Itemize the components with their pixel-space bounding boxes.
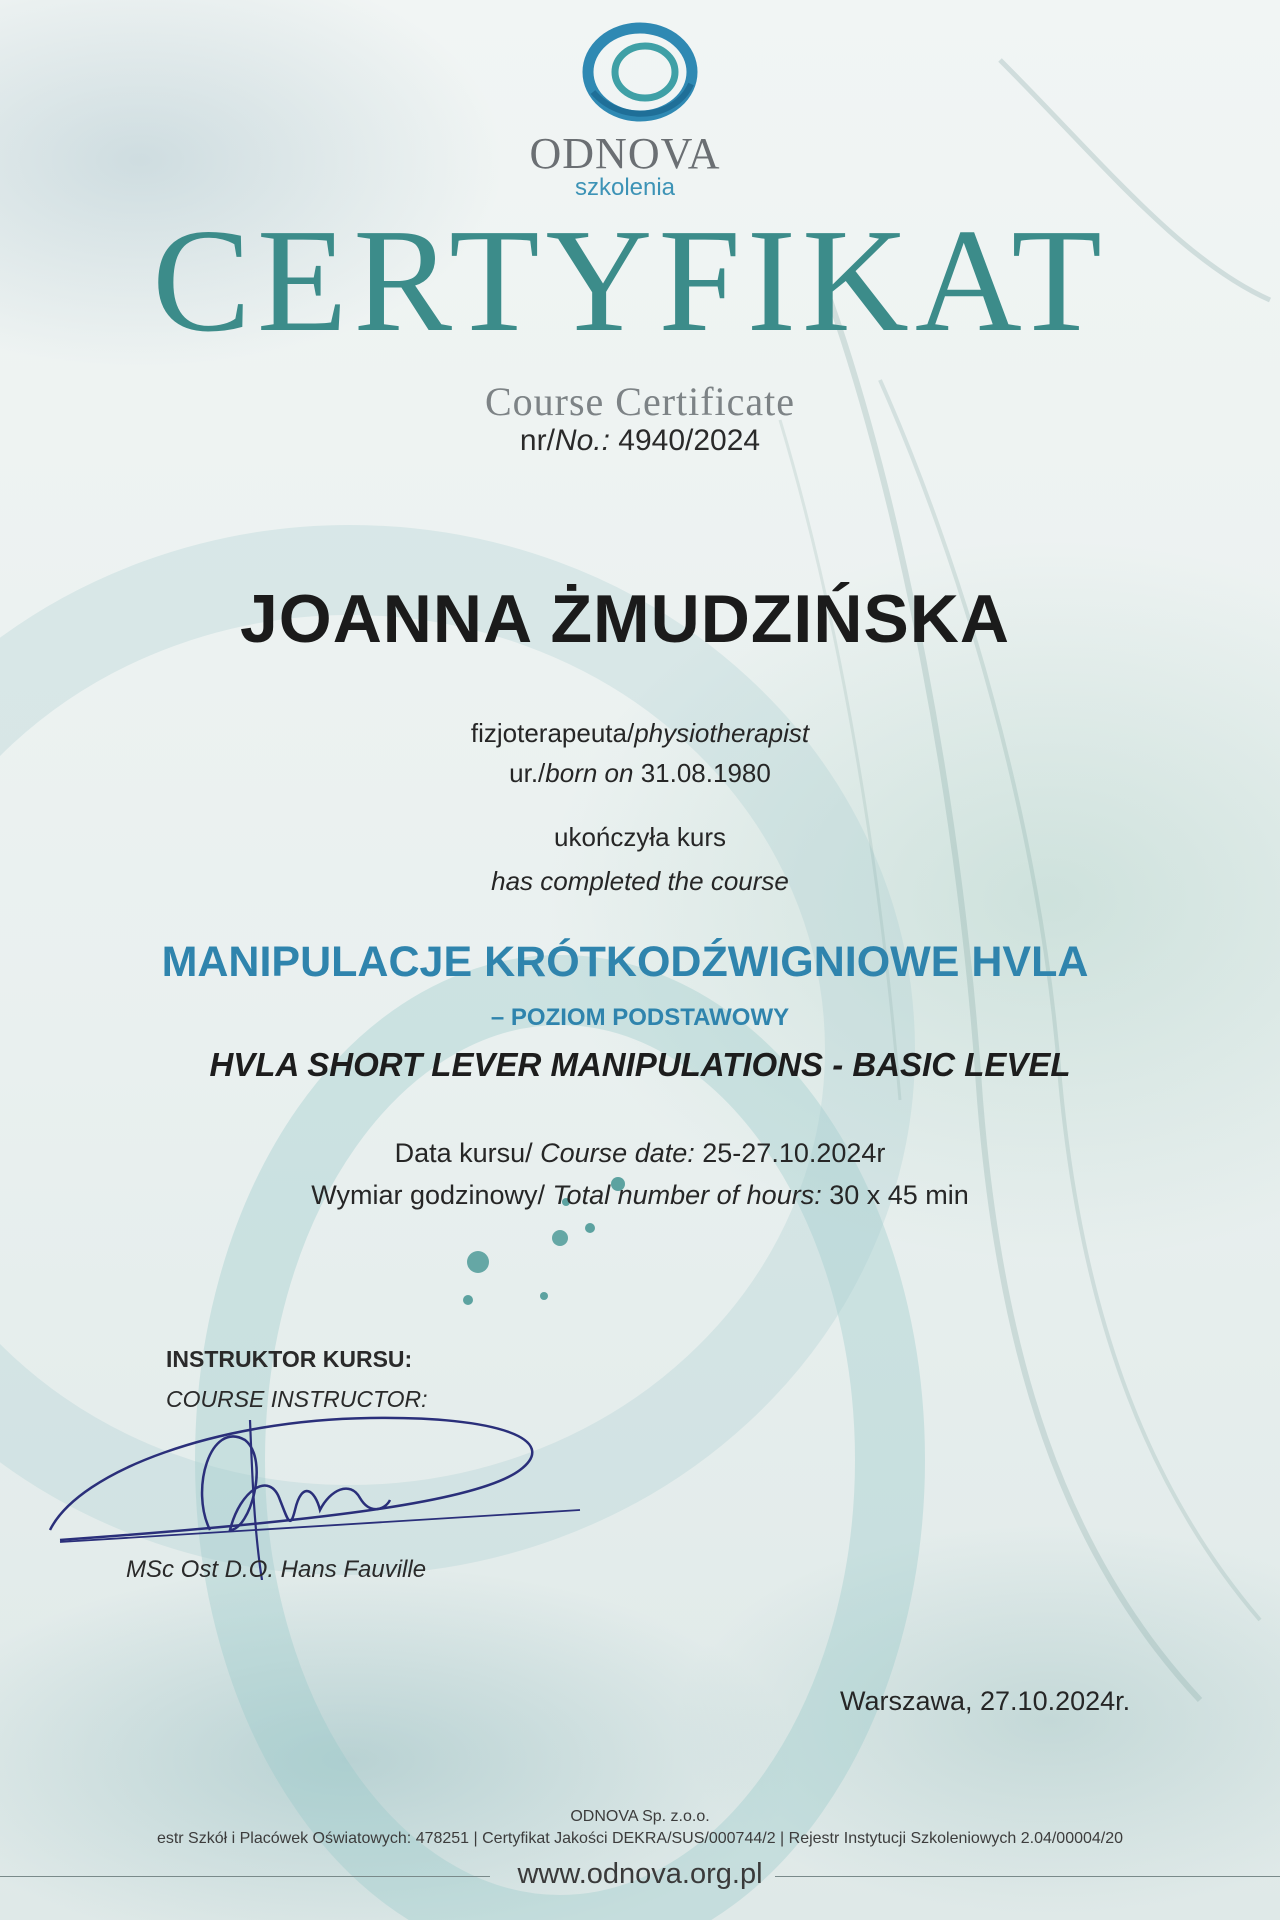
certificate-title: CERTYFIKAT [152,199,1108,363]
instructor-label-en: COURSE INSTRUCTOR: [166,1386,428,1412]
footer-company: ODNOVA Sp. z.o.o. [570,1808,710,1825]
course-level-pl: – POZIOM PODSTAWOWY [490,1004,790,1031]
number-label-en: No.: [554,424,610,457]
footer-website: www.odnova.org.pl [517,1858,763,1890]
course-name-en: HVLA SHORT LEVER MANIPULATIONS - BASIC LEVEL [209,1046,1071,1083]
profession-pl: fizjoterapeuta/ [470,718,635,748]
born-label-en: born on [545,758,634,788]
course-hours-label-pl: Wymiar godzinowy/ [311,1180,546,1210]
course-date-label-pl: Data kursu/ [394,1138,533,1168]
completed-en: has completed the course [491,866,789,896]
completed-pl: ukończyła kurs [554,822,726,852]
born-line [0,758,1280,789]
course-hours-label-en: Total number of hours: [552,1180,822,1210]
course-date-label-en: Course date: [540,1138,695,1168]
course-name-pl: MANIPULACJE KRÓTKODŹWIGNIOWE HVLA [161,938,1089,986]
course-date-line [0,1138,1280,1169]
recipient-name: JOANNA ŻMUDZIŃSKA [239,581,1010,657]
profession-line [0,718,1280,749]
brand-name: ODNOVA [529,129,721,178]
place-date: Warszawa, 27.10.2024r. [840,1686,1131,1716]
certificate-number [0,424,1280,458]
footer-registry: estr Szkół i Placówek Oświatowych: 478251 | Certyfikat Jakości DEKRA/SUS/000744/2 | Rejestr Instytucji Szkoleniowych 2.04/00004/20 [156,1830,1124,1847]
odnova-ring-logo-icon [565,16,715,136]
certificate-subtitle: Course Certificate [484,379,796,424]
footer-rule-right [775,1876,1280,1877]
number-label-pl: nr/ [519,424,555,457]
course-hours-value: 30 x 45 min [829,1180,969,1210]
number-value: 4940/2024 [618,424,761,457]
born-label-pl: ur./ [509,758,546,788]
instructor-label-pl: INSTRUKTOR KURSU: [166,1346,413,1372]
instructor-name: MSc Ost D.O. Hans Fauville [126,1556,427,1583]
instructor-signature [40,1380,600,1580]
profession-en: physiotherapist [634,718,810,748]
course-date-value: 25-27.10.2024r [702,1138,886,1168]
brand-subtitle: szkolenia [574,174,676,201]
course-hours-line [0,1180,1280,1211]
born-date: 31.08.1980 [640,758,771,788]
